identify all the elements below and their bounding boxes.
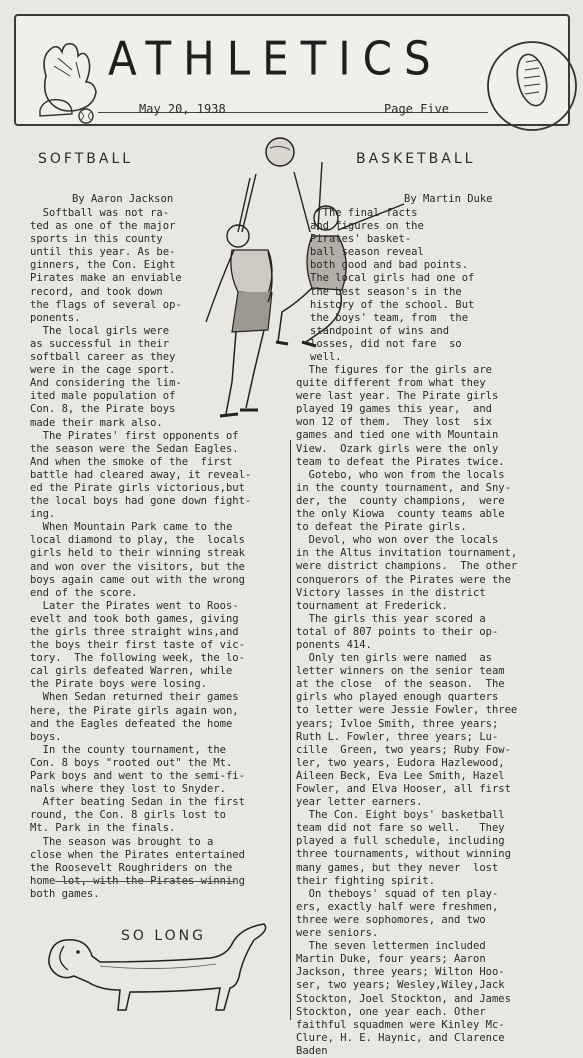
column-divider <box>290 440 291 1020</box>
softball-article-text: Softball was not ra- ted as one of the major sports in this county until this year. As be- ginners, the Con. Eight Pirates make an enviable record, and took down the flags of several op- ponents. The local girls were as successful in their softball career as they were in the cage sport. And considering the lim- ited male population of Con. 8, the Pirate boys made their mark also. The Pirates' first opponents of the season were the Sedan Eagles. And when the smoke of the first battle had cleared away, it reveal- ed the Pirate girls victorious,but the local boys had gone down fight- ing. When Mountain Park came to the local diamond to play, the locals girls held to their winning streak and won over the visitors, but the boys again came out with the wrong end of the score. Later the Pirates went to Roos- evelt and took both games, giving the girls three straight wins,and the boys their first taste of vic- tory. The following week, the lo- cal girls defeated Warren, while the Pirate boys were losing. When Sedan returned their games here, the Pirate girls again won, and the Eagles defeated the home boys. In the county tournament, the Con. 8 boys "rooted out" the Mt. Park boys and went to the semi-fi- nals where they lost to Snyder. After beating Sedan in the first round, the Con. 8 girls lost to Mt. Park in the finals. The season was brought to a close when the Pirates entertained the Roosevelt Roughriders on the home lot, with the Pirates winning both games. <box>30 207 252 900</box>
issue-date: May 20, 1938 <box>139 102 226 116</box>
masthead-title: ATHLETICS <box>108 31 443 86</box>
dachshund-illustration <box>40 916 280 1016</box>
softball-heading: SOFTBALL <box>38 151 134 167</box>
section-rule <box>55 881 235 882</box>
football-icon <box>484 32 580 136</box>
so-long-caption: SO LONG <box>121 928 206 944</box>
basketball-article-text: The figures for the girls are quite different from what they were last year. The Pirate girls played 19 games this year, and won 12 of them. They lost six games and tied one with Mountain View. Ozark girls were the only team to defeat the Pirates twice. Gotebo, who won from the locals in the county tournament, and Sny- der, the county champions, were the only Kiowa county teams able to defeat the Pirate girls. Devol, who won over the locals in the Altus invitation tournament, were district champions. The other conquerors of the Pirates were the Victory lasses in the district tournament at Frederick. The girls this year scored a total of 807 points to their op- ponents 414. Only ten girls were named as letter winners on the senior team at the close of the season. The girls who played enough quarters to letter were Jessie Fowler, three years; Ivloe Smith, three years; Ruth L. Fowler, three years; Lu- cille Green, two years; Ruby Fow- ler, two years, Eudora Hazlewood, Aileen Beck, Eva Lee Smith, Hazel Fowler, and Elva Hooser, all first year letter earners. The Con. Eight boys' basketball team did not fare so well. They played a full schedule, including three tournaments, without winning many games, but they never lost their fighting spirit. On theboys' squad of ten play- ers, exactly half were freshmen, three were sophomores, and two were seniors. The seven lettermen included Martin Duke, four years; Aaron Jackson, three years; Wilton Hoo- ser, two years; Wesley,Wiley,Jack Stockton, Joel Stockton, and James Stockton, one year each. Other faithful squadmen were Kinley Mc- Clure, H. E. Haynic, and Clarence Baden <box>296 364 518 1057</box>
masthead <box>14 14 570 126</box>
baseball-glove-icon <box>34 36 104 126</box>
softball-byline: By Aaron Jackson <box>72 193 174 205</box>
basketball-heading: BASKETBALL <box>356 151 476 167</box>
basketball-article-intro: The final facts and figures on the Pirates' basket- ball season reveal both good and bad points. The local girls had one of the best season's in the history of the school. But the boys' team, from the standpoint of wins and losses, did not fare so well. <box>310 207 475 364</box>
basketball-byline: By Martin Duke <box>404 193 493 205</box>
page-number: Page Five <box>384 102 450 116</box>
